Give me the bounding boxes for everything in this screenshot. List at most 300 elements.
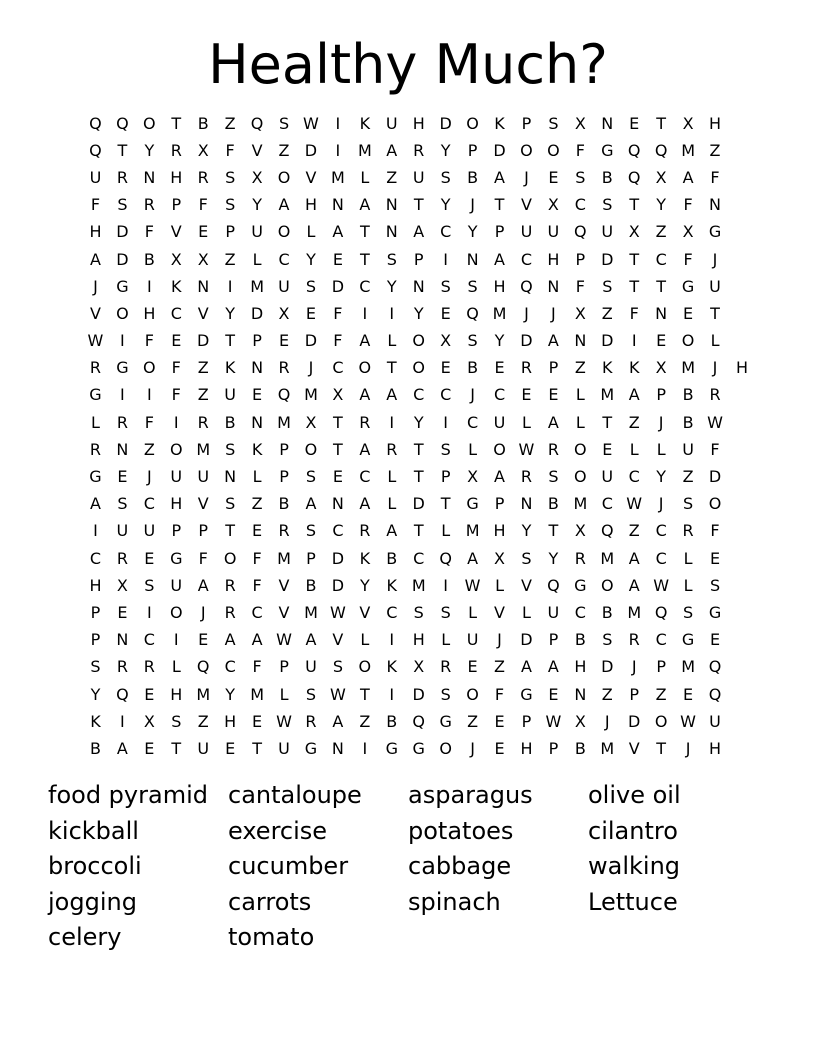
grid-cell[interactable]: Z [467,711,479,731]
grid-cell[interactable]: F [575,140,585,160]
grid-cell[interactable]: F [90,195,101,215]
grid-cell[interactable]: O [143,113,156,133]
grid-cell[interactable]: I [631,331,637,351]
grid-cell[interactable]: C [493,385,506,405]
grid-cell[interactable]: Z [628,521,640,541]
grid-cell[interactable]: B [197,113,209,133]
grid-cell[interactable]: I [173,412,179,432]
grid-cell[interactable]: O [143,358,156,378]
grid-cell[interactable]: T [413,195,424,215]
grid-cell[interactable]: V [520,575,532,595]
grid-cell[interactable]: C [628,467,640,487]
grid-cell[interactable]: E [494,738,505,758]
grid-cell[interactable]: T [548,521,559,541]
grid-cell[interactable]: R [224,575,236,595]
grid-cell[interactable]: H [709,738,722,758]
grid-cell[interactable]: X [197,249,209,269]
grid-cell[interactable]: X [332,385,344,405]
grid-cell[interactable]: D [628,711,641,731]
grid-cell[interactable]: X [197,140,209,160]
grid-cell[interactable]: T [440,494,451,514]
grid-cell[interactable]: S [602,630,613,650]
grid-cell[interactable]: Y [494,331,505,351]
grid-cell[interactable]: H [170,167,183,187]
grid-cell[interactable]: L [683,575,693,595]
grid-cell[interactable]: G [681,276,695,296]
grid-cell[interactable]: O [466,684,479,704]
grid-cell[interactable]: I [362,738,368,758]
grid-cell[interactable]: S [683,494,694,514]
grid-cell[interactable]: O [304,439,318,459]
grid-cell[interactable]: J [146,467,152,487]
grid-cell[interactable]: D [116,249,129,269]
grid-cell[interactable]: R [520,467,533,487]
grid-cell[interactable]: D [708,467,722,487]
grid-cell[interactable]: Z [197,711,209,731]
grid-cell[interactable]: D [116,222,129,242]
grid-cell[interactable]: Y [413,412,424,432]
grid-cell[interactable]: U [385,113,398,133]
grid-cell[interactable]: D [250,303,264,323]
grid-cell[interactable]: Y [90,684,101,704]
grid-cell[interactable]: R [89,358,102,378]
grid-cell[interactable]: Q [627,167,641,187]
grid-cell[interactable]: S [548,113,559,133]
grid-cell[interactable]: C [655,249,667,269]
grid-cell[interactable]: R [682,521,694,541]
grid-cell[interactable]: E [171,331,182,351]
grid-cell[interactable]: Q [627,140,641,160]
grid-cell[interactable]: D [412,684,425,704]
grid-cell[interactable]: S [440,684,451,704]
grid-cell[interactable]: J [524,303,529,323]
grid-cell[interactable]: D [331,276,345,296]
grid-cell[interactable]: Z [628,412,640,432]
grid-cell[interactable]: S [305,276,317,296]
grid-cell[interactable]: T [171,738,182,758]
grid-cell[interactable]: S [225,195,236,215]
grid-cell[interactable]: F [252,657,262,677]
grid-cell[interactable]: E [252,711,263,731]
grid-cell[interactable]: J [470,738,475,758]
grid-cell[interactable]: E [198,630,209,650]
grid-cell[interactable]: Y [656,467,667,487]
grid-cell[interactable]: R [386,439,398,459]
grid-cell[interactable]: Z [359,711,371,731]
grid-cell[interactable]: R [547,439,559,459]
grid-cell[interactable]: P [575,249,586,269]
grid-cell[interactable]: J [658,412,664,432]
grid-cell[interactable]: L [360,167,370,187]
grid-cell[interactable]: P [467,140,478,160]
grid-cell[interactable]: I [443,575,449,595]
grid-cell[interactable]: X [574,303,586,323]
grid-cell[interactable]: C [467,412,479,432]
grid-cell[interactable]: N [466,249,479,269]
grid-cell[interactable]: J [524,167,529,187]
grid-cell[interactable]: O [358,657,372,677]
grid-cell[interactable]: O [493,439,506,459]
grid-cell[interactable]: S [117,195,128,215]
grid-cell[interactable]: N [412,276,425,296]
grid-cell[interactable]: I [443,249,449,269]
grid-cell[interactable]: R [305,711,317,731]
grid-cell[interactable]: R [116,167,128,187]
grid-cell[interactable]: M [600,738,615,758]
grid-cell[interactable]: Y [386,276,397,296]
grid-cell[interactable]: M [277,548,291,568]
grid-cell[interactable]: V [197,494,209,514]
grid-cell[interactable]: L [629,439,639,459]
grid-cell[interactable]: X [547,195,559,215]
grid-cell[interactable]: C [143,494,155,514]
grid-cell[interactable]: Z [601,303,613,323]
grid-cell[interactable]: L [468,439,478,459]
grid-cell[interactable]: O [520,140,533,160]
grid-cell[interactable]: P [494,494,505,514]
grid-cell[interactable]: O [358,358,372,378]
grid-cell[interactable]: A [682,167,694,187]
grid-cell[interactable]: T [333,439,343,459]
grid-cell[interactable]: P [413,249,424,269]
grid-cell[interactable]: Q [654,602,668,622]
grid-cell[interactable]: U [709,276,721,296]
grid-cell[interactable]: C [143,630,155,650]
grid-cell[interactable]: E [332,249,343,269]
grid-cell[interactable]: U [170,467,183,487]
grid-cell[interactable]: A [305,494,317,514]
grid-cell[interactable]: N [655,303,668,323]
grid-cell[interactable]: X [278,303,290,323]
grid-cell[interactable]: W [626,494,643,514]
grid-cell[interactable]: X [574,521,586,541]
grid-cell[interactable]: K [359,113,371,133]
grid-cell[interactable]: Z [278,140,290,160]
grid-cell[interactable]: B [143,249,155,269]
grid-cell[interactable]: M [331,167,345,187]
grid-cell[interactable]: P [90,630,101,650]
grid-cell[interactable]: Z [251,494,263,514]
grid-cell[interactable]: A [628,575,640,595]
grid-cell[interactable]: Y [521,521,532,541]
grid-cell[interactable]: O [277,167,291,187]
grid-cell[interactable]: H [89,575,102,595]
grid-cell[interactable]: C [655,630,667,650]
grid-cell[interactable]: I [146,385,152,405]
grid-cell[interactable]: A [547,331,559,351]
grid-cell[interactable]: N [116,439,129,459]
grid-cell[interactable]: E [548,167,559,187]
grid-cell[interactable]: K [359,548,371,568]
grid-cell[interactable]: H [520,738,533,758]
grid-cell[interactable]: C [601,494,613,514]
grid-cell[interactable]: U [601,467,614,487]
grid-cell[interactable]: S [440,439,451,459]
grid-cell[interactable]: Y [144,140,155,160]
grid-cell[interactable]: O [223,548,237,568]
grid-cell[interactable]: C [332,358,344,378]
grid-cell[interactable]: E [332,467,343,487]
grid-cell[interactable]: J [604,711,610,731]
grid-cell[interactable]: Z [574,358,586,378]
grid-cell[interactable]: P [548,738,559,758]
grid-cell[interactable]: E [144,548,155,568]
grid-cell[interactable]: Q [89,113,102,133]
grid-cell[interactable]: D [331,548,345,568]
grid-cell[interactable]: A [494,249,505,269]
grid-cell[interactable]: U [197,467,210,487]
grid-cell[interactable]: Z [224,249,236,269]
grid-cell[interactable]: F [494,684,505,704]
grid-cell[interactable]: C [574,602,586,622]
grid-cell[interactable]: S [332,657,343,677]
grid-cell[interactable]: R [170,140,182,160]
grid-cell[interactable]: X [574,113,586,133]
grid-cell[interactable]: R [143,657,155,677]
grid-cell[interactable]: S [467,331,478,351]
grid-cell[interactable]: L [387,467,397,487]
grid-cell[interactable]: M [681,140,695,160]
grid-cell[interactable]: W [329,602,346,622]
grid-cell[interactable]: F [144,222,154,242]
grid-cell[interactable]: Y [440,195,451,215]
grid-cell[interactable]: E [305,303,317,323]
grid-cell[interactable]: R [224,602,236,622]
grid-cell[interactable]: L [468,602,478,622]
grid-cell[interactable]: V [278,602,290,622]
grid-cell[interactable]: M [277,412,291,432]
grid-cell[interactable]: E [252,521,263,541]
grid-cell[interactable]: O [600,575,614,595]
grid-cell[interactable]: C [224,657,236,677]
grid-cell[interactable]: U [278,738,290,758]
grid-cell[interactable]: O [277,222,291,242]
grid-cell[interactable]: U [89,167,102,187]
grid-cell[interactable]: Q [708,657,722,677]
grid-cell[interactable]: L [495,575,504,595]
grid-cell[interactable]: K [628,358,640,378]
grid-cell[interactable]: G [520,684,533,704]
grid-cell[interactable]: H [735,358,748,378]
grid-cell[interactable]: O [681,331,695,351]
grid-cell[interactable]: B [574,738,586,758]
grid-cell[interactable]: Q [412,711,426,731]
grid-cell[interactable]: I [389,630,395,650]
grid-cell[interactable]: E [144,684,155,704]
grid-cell[interactable]: R [278,521,290,541]
grid-cell[interactable]: E [683,303,694,323]
grid-cell[interactable]: S [278,113,290,133]
grid-cell[interactable]: I [389,412,395,432]
grid-cell[interactable]: F [198,195,208,215]
grid-cell[interactable]: X [574,711,586,731]
grid-cell[interactable]: I [146,602,152,622]
grid-cell[interactable]: F [198,548,208,568]
grid-cell[interactable]: F [710,521,720,541]
grid-cell[interactable]: G [116,276,129,296]
grid-cell[interactable]: R [89,439,102,459]
grid-cell[interactable]: A [494,467,505,487]
grid-cell[interactable]: L [441,521,451,541]
grid-cell[interactable]: M [250,276,264,296]
grid-cell[interactable]: I [227,276,233,296]
grid-cell[interactable]: S [683,602,694,622]
grid-cell[interactable]: F [333,331,343,351]
grid-cell[interactable]: E [225,738,236,758]
grid-cell[interactable]: I [335,113,341,133]
grid-cell[interactable]: P [548,358,559,378]
grid-cell[interactable]: N [520,494,533,514]
grid-cell[interactable]: P [252,331,262,351]
grid-cell[interactable]: L [360,630,370,650]
grid-cell[interactable]: R [628,630,640,650]
grid-cell[interactable]: A [116,738,128,758]
grid-cell[interactable]: N [331,195,344,215]
grid-cell[interactable]: T [359,249,370,269]
grid-cell[interactable]: F [252,575,262,595]
grid-cell[interactable]: Z [197,358,209,378]
grid-cell[interactable]: F [683,195,693,215]
grid-cell[interactable]: H [170,494,183,514]
grid-cell[interactable]: Y [225,303,236,323]
grid-cell[interactable]: B [682,385,694,405]
grid-cell[interactable]: X [655,358,667,378]
grid-cell[interactable]: J [497,630,502,650]
grid-cell[interactable]: I [120,385,125,405]
grid-cell[interactable]: A [467,548,479,568]
grid-cell[interactable]: U [224,385,237,405]
grid-cell[interactable]: J [551,303,556,323]
grid-cell[interactable]: R [359,412,371,432]
grid-cell[interactable]: P [548,630,559,650]
grid-cell[interactable]: W [303,113,319,133]
grid-cell[interactable]: X [467,467,479,487]
grid-cell[interactable]: B [386,548,398,568]
grid-cell[interactable]: V [89,303,101,323]
grid-cell[interactable]: A [628,385,640,405]
grid-cell[interactable]: O [412,331,426,351]
grid-cell[interactable]: E [144,738,155,758]
grid-cell[interactable]: S [171,711,182,731]
grid-cell[interactable]: A [89,494,101,514]
grid-cell[interactable]: B [601,602,613,622]
grid-cell[interactable]: Y [548,548,559,568]
grid-cell[interactable]: V [278,575,290,595]
grid-cell[interactable]: Y [359,575,370,595]
grid-cell[interactable]: G [708,602,722,622]
grid-cell[interactable]: L [656,439,666,459]
grid-cell[interactable]: E [117,467,128,487]
grid-cell[interactable]: H [493,521,506,541]
grid-cell[interactable]: Y [306,249,316,269]
grid-cell[interactable]: Q [520,276,533,296]
grid-cell[interactable]: G [304,738,318,758]
grid-cell[interactable]: A [359,195,371,215]
grid-cell[interactable]: T [225,331,236,351]
grid-cell[interactable]: F [629,303,639,323]
grid-cell[interactable]: M [411,575,426,595]
grid-cell[interactable]: X [305,412,317,432]
grid-cell[interactable]: I [389,684,395,704]
grid-cell[interactable]: I [120,331,125,351]
grid-cell[interactable]: S [305,467,317,487]
grid-cell[interactable]: P [279,657,289,677]
grid-cell[interactable]: B [682,412,694,432]
grid-cell[interactable]: G [385,738,398,758]
grid-cell[interactable]: J [712,358,718,378]
grid-cell[interactable]: W [276,711,292,731]
grid-cell[interactable]: Y [225,684,236,704]
grid-cell[interactable]: N [385,195,398,215]
grid-cell[interactable]: S [117,494,128,514]
grid-cell[interactable]: A [386,385,398,405]
grid-cell[interactable]: E [278,331,290,351]
grid-cell[interactable]: T [629,249,640,269]
grid-cell[interactable]: Q [600,521,614,541]
grid-cell[interactable]: T [656,113,667,133]
grid-cell[interactable]: A [520,657,532,677]
grid-cell[interactable]: B [547,494,559,514]
grid-cell[interactable]: M [250,684,264,704]
grid-cell[interactable]: D [601,657,614,677]
grid-cell[interactable]: N [331,738,344,758]
grid-cell[interactable]: F [171,385,181,405]
grid-cell[interactable]: R [197,167,209,187]
grid-cell[interactable]: U [682,439,694,459]
grid-cell[interactable]: F [144,412,154,432]
grid-cell[interactable]: C [440,385,452,405]
grid-cell[interactable]: Z [709,140,721,160]
grid-cell[interactable]: S [305,521,317,541]
grid-cell[interactable]: W [518,439,535,459]
grid-cell[interactable]: E [440,303,451,323]
grid-cell[interactable]: U [412,167,425,187]
grid-cell[interactable]: O [439,738,452,758]
grid-cell[interactable]: C [386,602,398,622]
grid-cell[interactable]: U [143,521,156,541]
grid-cell[interactable]: P [629,684,640,704]
grid-cell[interactable]: S [440,276,451,296]
grid-cell[interactable]: P [225,222,235,242]
grid-cell[interactable]: N [709,195,722,215]
grid-cell[interactable]: V [197,303,209,323]
grid-cell[interactable]: A [386,521,398,541]
grid-cell[interactable]: E [548,385,559,405]
grid-cell[interactable]: G [708,222,722,242]
grid-cell[interactable]: R [413,140,425,160]
grid-cell[interactable]: E [117,602,128,622]
grid-cell[interactable]: B [89,738,101,758]
grid-cell[interactable]: T [656,276,667,296]
grid-cell[interactable]: Y [252,195,262,215]
grid-cell[interactable]: G [89,385,102,405]
grid-cell[interactable]: P [494,222,505,242]
grid-cell[interactable]: V [170,222,182,242]
grid-cell[interactable]: F [710,167,720,187]
grid-cell[interactable]: A [386,140,398,160]
grid-cell[interactable]: U [251,222,263,242]
grid-cell[interactable]: U [466,630,479,650]
grid-cell[interactable]: N [224,467,237,487]
grid-cell[interactable]: I [389,303,395,323]
grid-cell[interactable]: X [143,711,155,731]
grid-cell[interactable]: F [333,303,343,323]
grid-cell[interactable]: Q [574,222,587,242]
grid-cell[interactable]: E [494,711,505,731]
grid-cell[interactable]: T [494,195,505,215]
grid-cell[interactable]: B [305,575,317,595]
grid-cell[interactable]: R [116,412,128,432]
